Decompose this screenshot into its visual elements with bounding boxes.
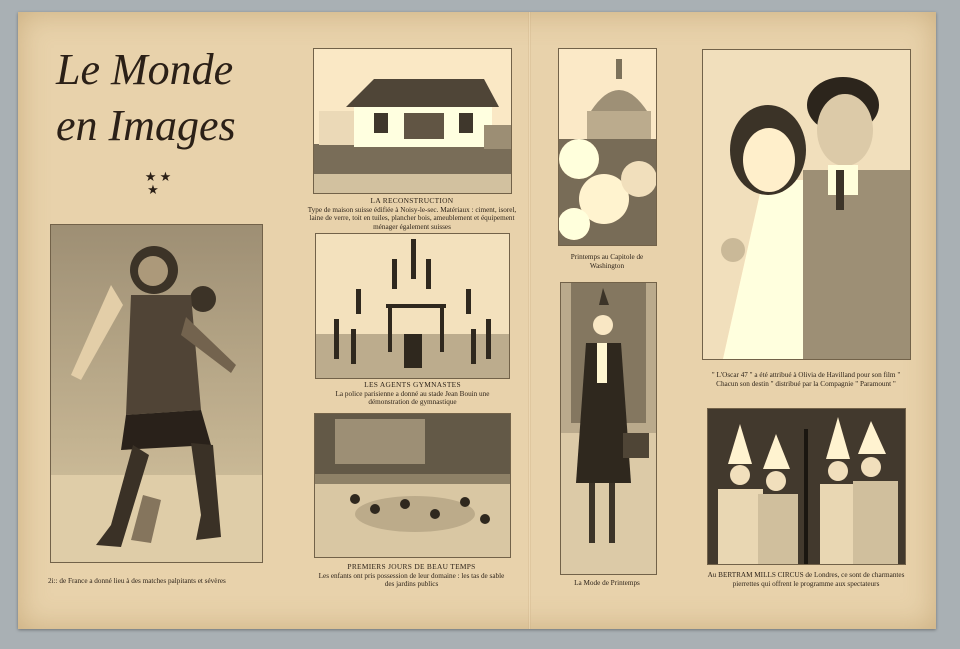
page-title xyxy=(56,42,286,154)
title-line-1: Le Monde xyxy=(56,45,234,94)
caption-beau-temps-text: Les enfants ont pris possession de leur domaine : les tas de sable des jardins publics xyxy=(318,571,505,589)
caption-football-text: France a donné lieu à des matches palpitants et sévères xyxy=(67,577,226,585)
caption-reconstruction xyxy=(306,197,518,231)
caption-football-prefix: 2i:: de xyxy=(48,577,67,585)
caption-oscar: " L'Oscar 47 " a été attribué à Olivia de Havilland pour son film " Chacun son destin " distribué par la Compagnie " Paramount " xyxy=(711,371,901,388)
children-park-photo xyxy=(314,413,511,558)
caption-mode: La Mode de Printemps xyxy=(574,579,640,587)
caption-circus: Au BERTRAM MILLS CIRCUS de Londres, ce sont de charmantes pierrettes qui offrent le programme aux spectateurs xyxy=(707,571,905,588)
spring-fashion-photo xyxy=(560,282,657,575)
swiss-house-photo xyxy=(313,48,512,194)
caption-beau-temps-title: PREMIERS JOURS DE BEAU TEMPS xyxy=(347,562,476,571)
title-line-2: en Images xyxy=(56,101,236,150)
capitol-spring-photo xyxy=(558,48,657,246)
caption-reconstruction-title: LA RECONSTRUCTION xyxy=(370,196,454,205)
caption-gymnastes-text: La police parisienne a donné au stade Jean Bouin une démonstration de gymnastique xyxy=(335,389,490,407)
caption-reconstruction-text: Type de maison suisse édifiée à Noisy-le-sec. Matériaux : ciment, isorel, laine de verre, toit en tuiles, plancher bois, ameublement et équipement ménager également suisses xyxy=(307,205,517,231)
caption-capitole: Printemps au Capitole de Washington xyxy=(570,253,644,270)
circus-pierrettes-photo xyxy=(707,408,906,565)
stars-ornament: ★ ★ ★ xyxy=(144,169,172,197)
caption-beau-temps xyxy=(315,563,508,589)
caption-football xyxy=(48,577,298,586)
center-fold xyxy=(528,12,531,629)
caption-gymnastes-title: LES AGENTS GYMNASTES xyxy=(364,380,461,389)
caption-gymnastes xyxy=(320,381,505,407)
police-gymnasts-photo xyxy=(315,233,510,379)
football-players-photo xyxy=(50,224,263,563)
oscar-couple-photo xyxy=(702,49,911,360)
